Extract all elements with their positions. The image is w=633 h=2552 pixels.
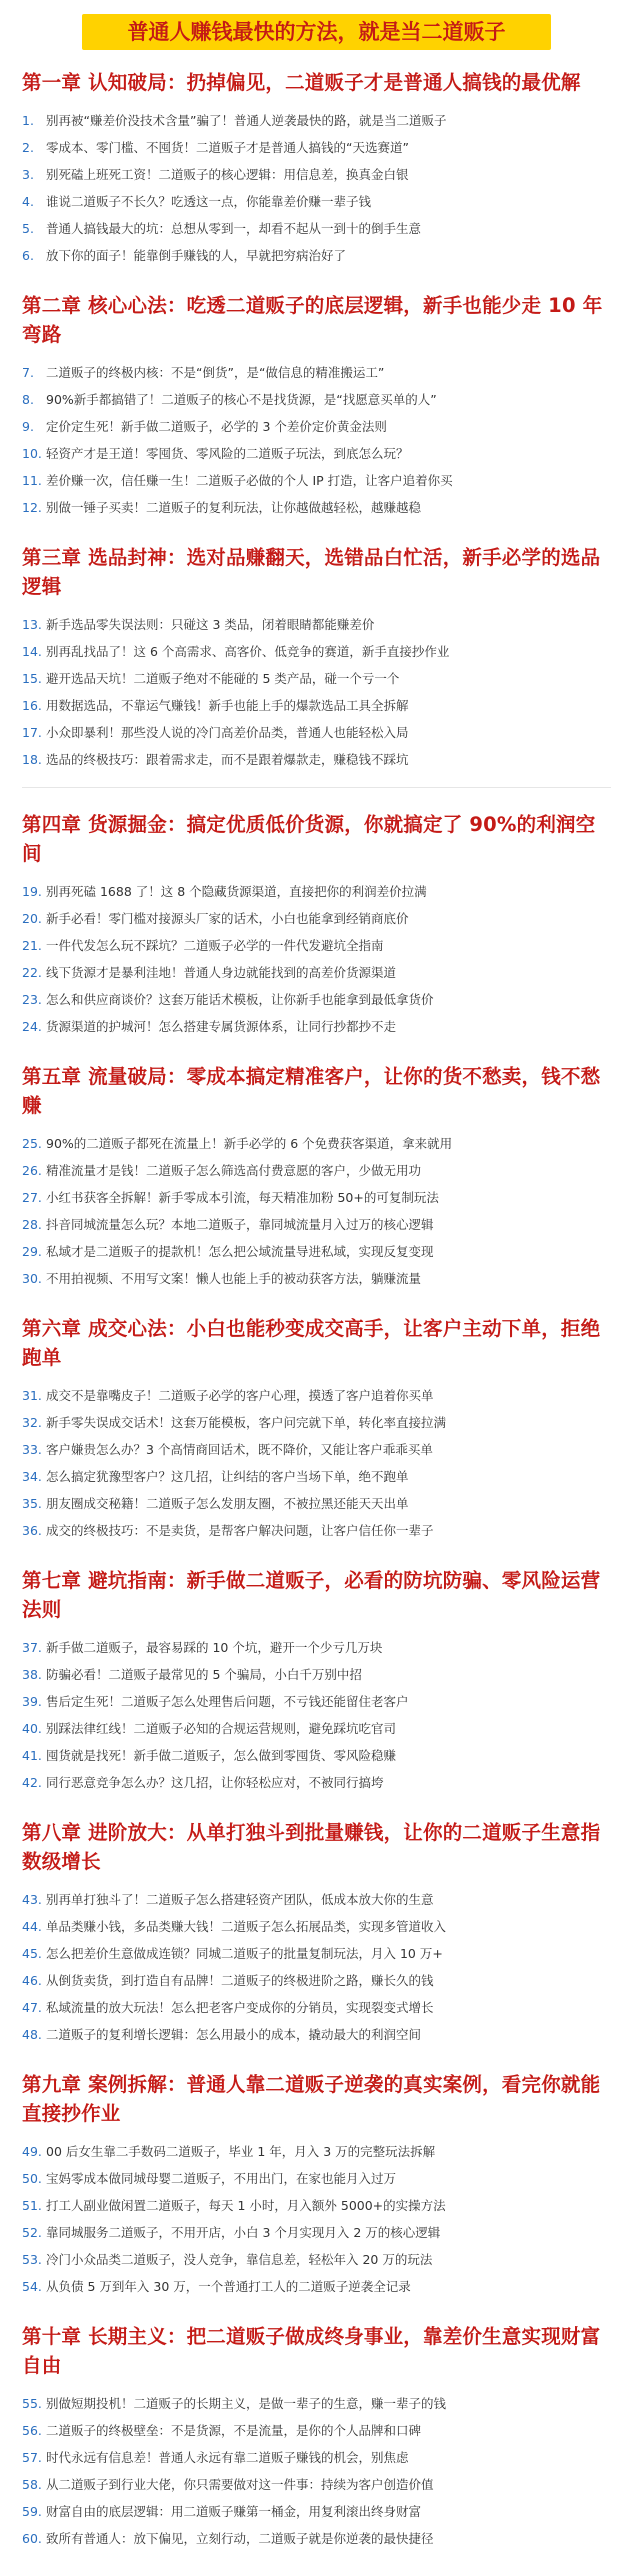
list-item: [22, 386, 611, 413]
list-item: [22, 746, 611, 773]
item-number: 16.: [22, 698, 42, 713]
list-item: [22, 2219, 611, 2246]
item-number: 44.: [22, 1919, 42, 1934]
list-item: [22, 1661, 611, 1688]
item-text: 单品类赚小钱，多品类赚大钱！二道贩子怎么拓展品类，实现多管道收入: [46, 1919, 447, 1934]
list-item: [22, 242, 611, 269]
item-number: 19.: [22, 884, 42, 899]
item-number: 38.: [22, 1667, 42, 1682]
item-text: 避开选品天坑！二道贩子绝对不能碰的 5 类产品，碰一个亏一个: [46, 671, 400, 686]
item-number: 36.: [22, 1523, 42, 1538]
item-number: 29.: [22, 1244, 42, 1259]
chapter-item-list: [22, 878, 611, 1040]
item-text: 怎么把差价生意做成连锁？同城二道贩子的批量复制玩法，月入 10 万+: [46, 1946, 443, 1961]
chapter-section: [22, 2322, 611, 2552]
chapter-title: 第九章 案例拆解：普通人靠二道贩子逆袭的真实案例，看完你就能直接抄作业: [22, 2073, 601, 2125]
item-number: 20.: [22, 911, 42, 926]
list-item: [22, 2390, 611, 2417]
list-item: [22, 692, 611, 719]
item-number: 51.: [22, 2198, 42, 2213]
list-item: [22, 719, 611, 746]
item-text: 新手必看！零门槛对接源头厂家的话术，小白也能拿到经销商底价: [46, 911, 409, 926]
list-item: [22, 1994, 611, 2021]
item-number: 18.: [22, 752, 42, 767]
item-text: 怎么搞定犹豫型客户？这几招，让纠结的客户当场下单，绝不跑单: [46, 1469, 409, 1484]
item-text: 新手零失误成交话术！这套万能模板，客户问完就下单，转化率直接拉满: [46, 1415, 447, 1430]
item-text: 从负债 5 万到年入 30 万，一个普通打工人的二道贩子逆袭全记录: [46, 2279, 411, 2294]
item-text: 别再被“赚差价没技术含量”骗了！普通人逆袭最快的路，就是当二道贩子: [46, 113, 447, 128]
chapter-section: [22, 1566, 611, 1796]
item-number: 54.: [22, 2279, 42, 2294]
item-number: 42.: [22, 1775, 42, 1790]
item-text: 同行恶意竞争怎么办？这几招，让你轻松应对，不被同行搞垮: [46, 1775, 384, 1790]
chapter-title: 第二章 核心心法：吃透二道贩子的底层逻辑，新手也能少走 10 年弯路: [22, 294, 603, 346]
item-number: 26.: [22, 1163, 42, 1178]
item-text: 定价定生死！新手做二道贩子，必学的 3 个差价定价黄金法则: [46, 419, 387, 434]
item-number: 31.: [22, 1388, 42, 1403]
item-text: 朋友圈成交秘籍！二道贩子怎么发朋友圈，不被拉黑还能天天出单: [46, 1496, 409, 1511]
item-text: 00 后女生靠二手数码二道贩子，毕业 1 年，月入 3 万的完整玩法拆解: [46, 2144, 436, 2159]
item-text: 成交不是靠嘴皮子！二道贩子必学的客户心理，摸透了客户追着你买单: [46, 1388, 434, 1403]
item-number: 10.: [22, 446, 42, 461]
item-number: 12.: [22, 500, 42, 515]
list-item: [22, 1184, 611, 1211]
list-item: [22, 467, 611, 494]
item-text: 冷门小众品类二道贩子，没人竞争，靠信息差，轻松年入 20 万的玩法: [46, 2252, 433, 2267]
item-number: 58.: [22, 2477, 42, 2492]
list-item: [22, 1517, 611, 1544]
item-text: 不用拍视频、不用写文案！懒人也能上手的被动获客方法，躺赚流量: [46, 1271, 422, 1286]
item-number: 14.: [22, 644, 42, 659]
list-item: [22, 2021, 611, 2048]
item-text: 财富自由的底层逻辑：用二道贩子赚第一桶金，用复利滚出终身财富: [46, 2504, 422, 2519]
list-item: [22, 1742, 611, 1769]
list-item: [22, 494, 611, 521]
list-item: [22, 1013, 611, 1040]
item-number: 17.: [22, 725, 42, 740]
item-number: 30.: [22, 1271, 42, 1286]
item-text: 差价赚一次，信任赚一生！二道贩子必做的个人 IP 打造，让客户追着你买: [46, 473, 453, 488]
list-item: [22, 665, 611, 692]
item-number: 13.: [22, 617, 42, 632]
chapter-item-list: [22, 2138, 611, 2300]
item-text: 别死磕上班死工资！二道贩子的核心逻辑：用信息差，换真金白银: [46, 167, 409, 182]
item-text: 普通人搞钱最大的坑：总想从零到一，却看不起从一到十的倒手生意: [46, 221, 422, 236]
list-item: [22, 638, 611, 665]
chapter-title: 第三章 选品封神：选对品赚翻天，选错品白忙活，新手必学的选品逻辑: [22, 546, 601, 598]
item-text: 二道贩子的终极内核：不是“倒货”，是“做信息的精准搬运工”: [46, 365, 385, 380]
list-item: [22, 1463, 611, 1490]
item-text: 放下你的面子！能靠倒手赚钱的人，早就把穷病治好了: [46, 248, 347, 263]
item-text: 售后定生死！二道贩子怎么处理售后问题，不亏钱还能留住老客户: [46, 1694, 409, 1709]
item-text: 时代永远有信息差！普通人永远有靠二道贩子赚钱的机会，别焦虑: [46, 2450, 409, 2465]
item-number: 45.: [22, 1946, 42, 1961]
item-text: 别再乱找品了！这 6 个高需求、高客价、低竞争的赛道，新手直接抄作业: [46, 644, 450, 659]
chapter-title: 第一章 认知破局：扔掉偏见，二道贩子才是普通人搞钱的最优解: [22, 71, 581, 94]
page-title-banner: 普通人赚钱最快的方法，就是当二道贩子: [82, 14, 551, 50]
chapter-section: [22, 291, 611, 521]
list-item: [22, 2165, 611, 2192]
item-text: 别做短期投机！二道贩子的长期主义，是做一辈子的生意，赚一辈子的钱: [46, 2396, 447, 2411]
item-number: 35.: [22, 1496, 42, 1511]
list-item: [22, 611, 611, 638]
list-item: [22, 1886, 611, 1913]
list-item: [22, 1265, 611, 1292]
item-text: 别再死磕 1688 了！这 8 个隐藏货源渠道，直接把你的利润差价拉满: [46, 884, 427, 899]
item-number: 8.: [22, 392, 34, 407]
list-item: [22, 1238, 611, 1265]
item-text: 从倒货卖货，到打造自有品牌！二道贩子的终极进阶之路，赚长久的钱: [46, 1973, 434, 1988]
list-item: [22, 1913, 611, 1940]
item-text: 二道贩子的复利增长逻辑：怎么用最小的成本，撬动最大的利润空间: [46, 2027, 422, 2042]
chapter-title: 第七章 避坑指南：新手做二道贩子，必看的防坑防骗、零风险运营法则: [22, 1569, 601, 1621]
item-text: 线下货源才是暴利洼地！普通人身边就能找到的高差价货源渠道: [46, 965, 397, 980]
item-text: 打工人副业做闲置二道贩子，每天 1 小时，月入额外 5000+的实操方法: [46, 2198, 446, 2213]
item-text: 谁说二道贩子不长久？吃透这一点，你能靠差价赚一辈子钱: [46, 194, 372, 209]
list-item: [22, 2273, 611, 2300]
item-number: 41.: [22, 1748, 42, 1763]
item-number: 46.: [22, 1973, 42, 1988]
section-divider: [22, 787, 611, 788]
item-number: 49.: [22, 2144, 42, 2159]
item-text: 小众即暴利！那些没人说的冷门高差价品类，普通人也能轻松入局: [46, 725, 409, 740]
item-number: 9.: [22, 419, 34, 434]
chapter-item-list: [22, 359, 611, 521]
item-text: 私域流量的放大玩法！怎么把老客户变成你的分销员，实现裂变式增长: [46, 2000, 434, 2015]
item-number: 15.: [22, 671, 42, 686]
chapter-item-list: [22, 611, 611, 773]
item-number: 7.: [22, 365, 34, 380]
item-text: 货源渠道的护城河！怎么搭建专属货源体系，让同行抄都抄不走: [46, 1019, 397, 1034]
item-text: 囤货就是找死！新手做二道贩子，怎么做到零囤货、零风险稳赚: [46, 1748, 397, 1763]
item-text: 新手选品零失误法则：只碰这 3 类品，闭着眼睛都能赚差价: [46, 617, 375, 632]
chapter-title: 第十章 长期主义：把二道贩子做成终身事业，靠差价生意实现财富自由: [22, 2325, 601, 2377]
chapter-section: [22, 68, 611, 269]
item-text: 私域才是二道贩子的提款机！怎么把公域流量导进私域，实现反复变现: [46, 1244, 434, 1259]
item-number: 60.: [22, 2531, 42, 2546]
list-item: [22, 1382, 611, 1409]
item-number: 55.: [22, 2396, 42, 2411]
item-text: 别踩法律红线！二道贩子必知的合规运营规则，避免踩坑吃官司: [46, 1721, 397, 1736]
item-number: 34.: [22, 1469, 42, 1484]
list-item: [22, 1490, 611, 1517]
chapter-section: [22, 810, 611, 1040]
chapter-title: 第五章 流量破局：零成本搞定精准客户，让你的货不愁卖，钱不愁赚: [22, 1065, 601, 1117]
item-text: 选品的终极技巧：跟着需求走，而不是跟着爆款走，赚稳钱不踩坑: [46, 752, 409, 767]
item-number: 33.: [22, 1442, 42, 1457]
item-text: 轻资产才是王道！零囤货、零风险的二道贩子玩法，到底怎么玩？: [46, 446, 409, 461]
list-item: [22, 1940, 611, 1967]
item-number: 59.: [22, 2504, 42, 2519]
list-item: [22, 188, 611, 215]
item-text: 精准流量才是钱！二道贩子怎么筛选高付费意愿的客户，少做无用功: [46, 1163, 422, 1178]
item-number: 40.: [22, 1721, 42, 1736]
list-item: [22, 1967, 611, 1994]
item-text: 宝妈零成本做同城母婴二道贩子，不用出门，在家也能月入过万: [46, 2171, 397, 2186]
item-number: 24.: [22, 1019, 42, 1034]
item-number: 47.: [22, 2000, 42, 2015]
item-text: 防骗必看！二道贩子最常见的 5 个骗局，小白千万别中招: [46, 1667, 362, 1682]
chapter-item-list: [22, 1130, 611, 1292]
item-text: 从二道贩子到行业大佬，你只需要做对这一件事：持续为客户创造价值: [46, 2477, 434, 2492]
item-number: 3.: [22, 167, 34, 182]
item-number: 32.: [22, 1415, 42, 1430]
item-text: 怎么和供应商谈价？这套万能话术模板，让你新手也能拿到最低拿货价: [46, 992, 434, 1007]
item-number: 21.: [22, 938, 42, 953]
item-text: 成交的终极技巧：不是卖货，是帮客户解决问题，让客户信任你一辈子: [46, 1523, 434, 1538]
item-text: 90%的二道贩子都死在流量上！新手必学的 6 个免费获客渠道，拿来就用: [46, 1136, 453, 1151]
item-number: 43.: [22, 1892, 42, 1907]
list-item: [22, 1688, 611, 1715]
item-number: 48.: [22, 2027, 42, 2042]
list-item: [22, 1211, 611, 1238]
list-item: [22, 986, 611, 1013]
item-number: 57.: [22, 2450, 42, 2465]
item-text: 抖音同城流量怎么玩？本地二道贩子，靠同城流量月入过万的核心逻辑: [46, 1217, 434, 1232]
chapter-item-list: [22, 1886, 611, 2048]
chapter-item-list: [22, 107, 611, 269]
item-text: 别做一锤子买卖！二道贩子的复利玩法，让你越做越轻松，越赚越稳: [46, 500, 422, 515]
list-item: [22, 959, 611, 986]
item-number: 39.: [22, 1694, 42, 1709]
list-item: [22, 2246, 611, 2273]
item-number: 27.: [22, 1190, 42, 1205]
chapter-title: 第六章 成交心法：小白也能秒变成交高手，让客户主动下单，拒绝跑单: [22, 1317, 601, 1369]
chapter-section: [22, 2070, 611, 2300]
list-item: [22, 1409, 611, 1436]
list-item: [22, 2417, 611, 2444]
list-item: [22, 878, 611, 905]
item-number: 2.: [22, 140, 34, 155]
item-number: 28.: [22, 1217, 42, 1232]
item-text: 客户嫌贵怎么办？3 个高情商回话术，既不降价，又能让客户乖乖买单: [46, 1442, 433, 1457]
item-text: 小红书获客全拆解！新手零成本引流，每天精准加粉 50+的可复制玩法: [46, 1190, 439, 1205]
item-text: 致所有普通人：放下偏见，立刻行动，二道贩子就是你逆袭的最快捷径: [46, 2531, 434, 2546]
item-text: 新手做二道贩子，最容易踩的 10 个坑，避开一个少亏几万块: [46, 1640, 383, 1655]
item-text: 零成本、零门槛、不囤货！二道贩子才是普通人搞钱的“天选赛道”: [46, 140, 409, 155]
list-item: [22, 1634, 611, 1661]
list-item: [22, 2471, 611, 2498]
chapter-item-list: [22, 1634, 611, 1796]
item-number: 11.: [22, 473, 42, 488]
chapter-list: [22, 68, 611, 2552]
item-number: 23.: [22, 992, 42, 1007]
item-number: 37.: [22, 1640, 42, 1655]
item-number: 52.: [22, 2225, 42, 2240]
chapter-title: 第八章 进阶放大：从单打独斗到批量赚钱，让你的二道贩子生意指数级增长: [22, 1821, 601, 1873]
list-item: [22, 161, 611, 188]
item-text: 别再单打独斗了！二道贩子怎么搭建轻资产团队，低成本放大你的生意: [46, 1892, 434, 1907]
list-item: [22, 2444, 611, 2471]
list-item: [22, 215, 611, 242]
list-item: [22, 2192, 611, 2219]
list-item: [22, 359, 611, 386]
item-number: 56.: [22, 2423, 42, 2438]
list-item: [22, 1715, 611, 1742]
item-number: 5.: [22, 221, 34, 236]
chapter-section: [22, 1314, 611, 1544]
item-number: 1.: [22, 113, 34, 128]
item-text: 靠同城服务二道贩子，不用开店，小白 3 个月实现月入 2 万的核心逻辑: [46, 2225, 441, 2240]
item-text: 用数据选品，不靠运气赚钱！新手也能上手的爆款选品工具全拆解: [46, 698, 409, 713]
chapter-section: [22, 1062, 611, 1292]
list-item: [22, 107, 611, 134]
chapter-section: [22, 1818, 611, 2048]
list-item: [22, 2525, 611, 2552]
item-number: 25.: [22, 1136, 42, 1151]
item-text: 二道贩子的终极壁垒：不是货源，不是流量，是你的个人品牌和口碑: [46, 2423, 422, 2438]
list-item: [22, 1157, 611, 1184]
item-number: 4.: [22, 194, 34, 209]
list-item: [22, 905, 611, 932]
list-item: [22, 1769, 611, 1796]
chapter-item-list: [22, 1382, 611, 1544]
list-item: [22, 1436, 611, 1463]
item-text: 90%新手都搞错了！二道贩子的核心不是找货源，是“找愿意买单的人”: [46, 392, 437, 407]
list-item: [22, 2498, 611, 2525]
item-number: 53.: [22, 2252, 42, 2267]
list-item: [22, 932, 611, 959]
item-number: 22.: [22, 965, 42, 980]
list-item: [22, 134, 611, 161]
item-number: 6.: [22, 248, 34, 263]
chapter-section: [22, 543, 611, 773]
list-item: [22, 2138, 611, 2165]
list-item: [22, 440, 611, 467]
list-item: [22, 1130, 611, 1157]
item-number: 50.: [22, 2171, 42, 2186]
list-item: [22, 413, 611, 440]
item-text: 一件代发怎么玩不踩坑？二道贩子必学的一件代发避坑全指南: [46, 938, 384, 953]
chapter-item-list: [22, 2390, 611, 2552]
chapter-title: 第四章 货源掘金：搞定优质低价货源，你就搞定了 90%的利润空间: [22, 813, 596, 865]
